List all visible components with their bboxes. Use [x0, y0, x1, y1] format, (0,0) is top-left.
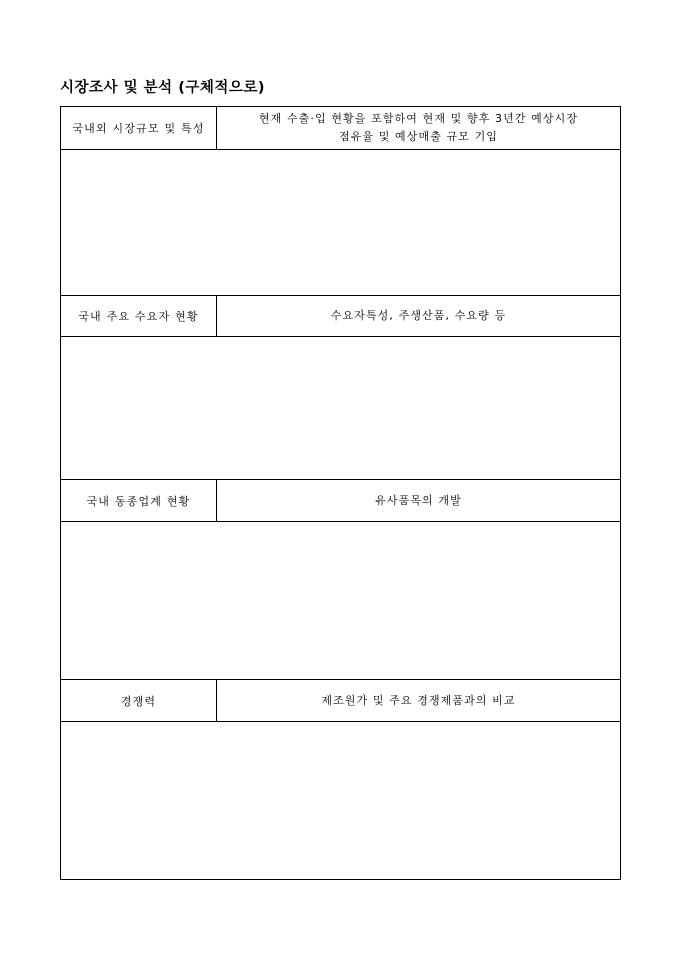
description-line: 점유율 및 예상매출 규모 기입 [338, 130, 499, 143]
section-header-industry-status [61, 480, 620, 522]
section-content-competitiveness[interactable] [61, 722, 620, 879]
description-line: 제조원가 및 주요 경쟁제품과의 비교 [321, 693, 516, 707]
description-line: 수요자특성, 주생산품, 수요량 등 [330, 309, 507, 322]
section-header-major-buyers [61, 296, 620, 337]
description-line: 현재 수출·입 현황을 포함하여 현재 및 향후 3년간 예상시장 [258, 112, 579, 125]
section-content-industry-status[interactable] [61, 522, 620, 680]
section-description [217, 107, 620, 149]
market-research-form [60, 106, 621, 880]
section-label: 국내외 시장규모 및 특성 [61, 107, 217, 149]
section-header-market-size [61, 107, 620, 150]
section-description [217, 296, 620, 336]
section-header-competitiveness [61, 680, 620, 722]
section-content-market-size[interactable] [61, 150, 620, 296]
page-title: 시장조사 및 분석 (구체적으로) [60, 80, 265, 96]
description-line: 유사품목의 개발 [375, 493, 462, 507]
section-description [217, 680, 620, 721]
section-description [217, 480, 620, 521]
section-content-major-buyers[interactable] [61, 337, 620, 480]
section-label: 국내 동종업계 현황 [61, 480, 217, 521]
section-label: 경쟁력 [61, 680, 217, 721]
section-label: 국내 주요 수요자 현황 [61, 296, 217, 336]
